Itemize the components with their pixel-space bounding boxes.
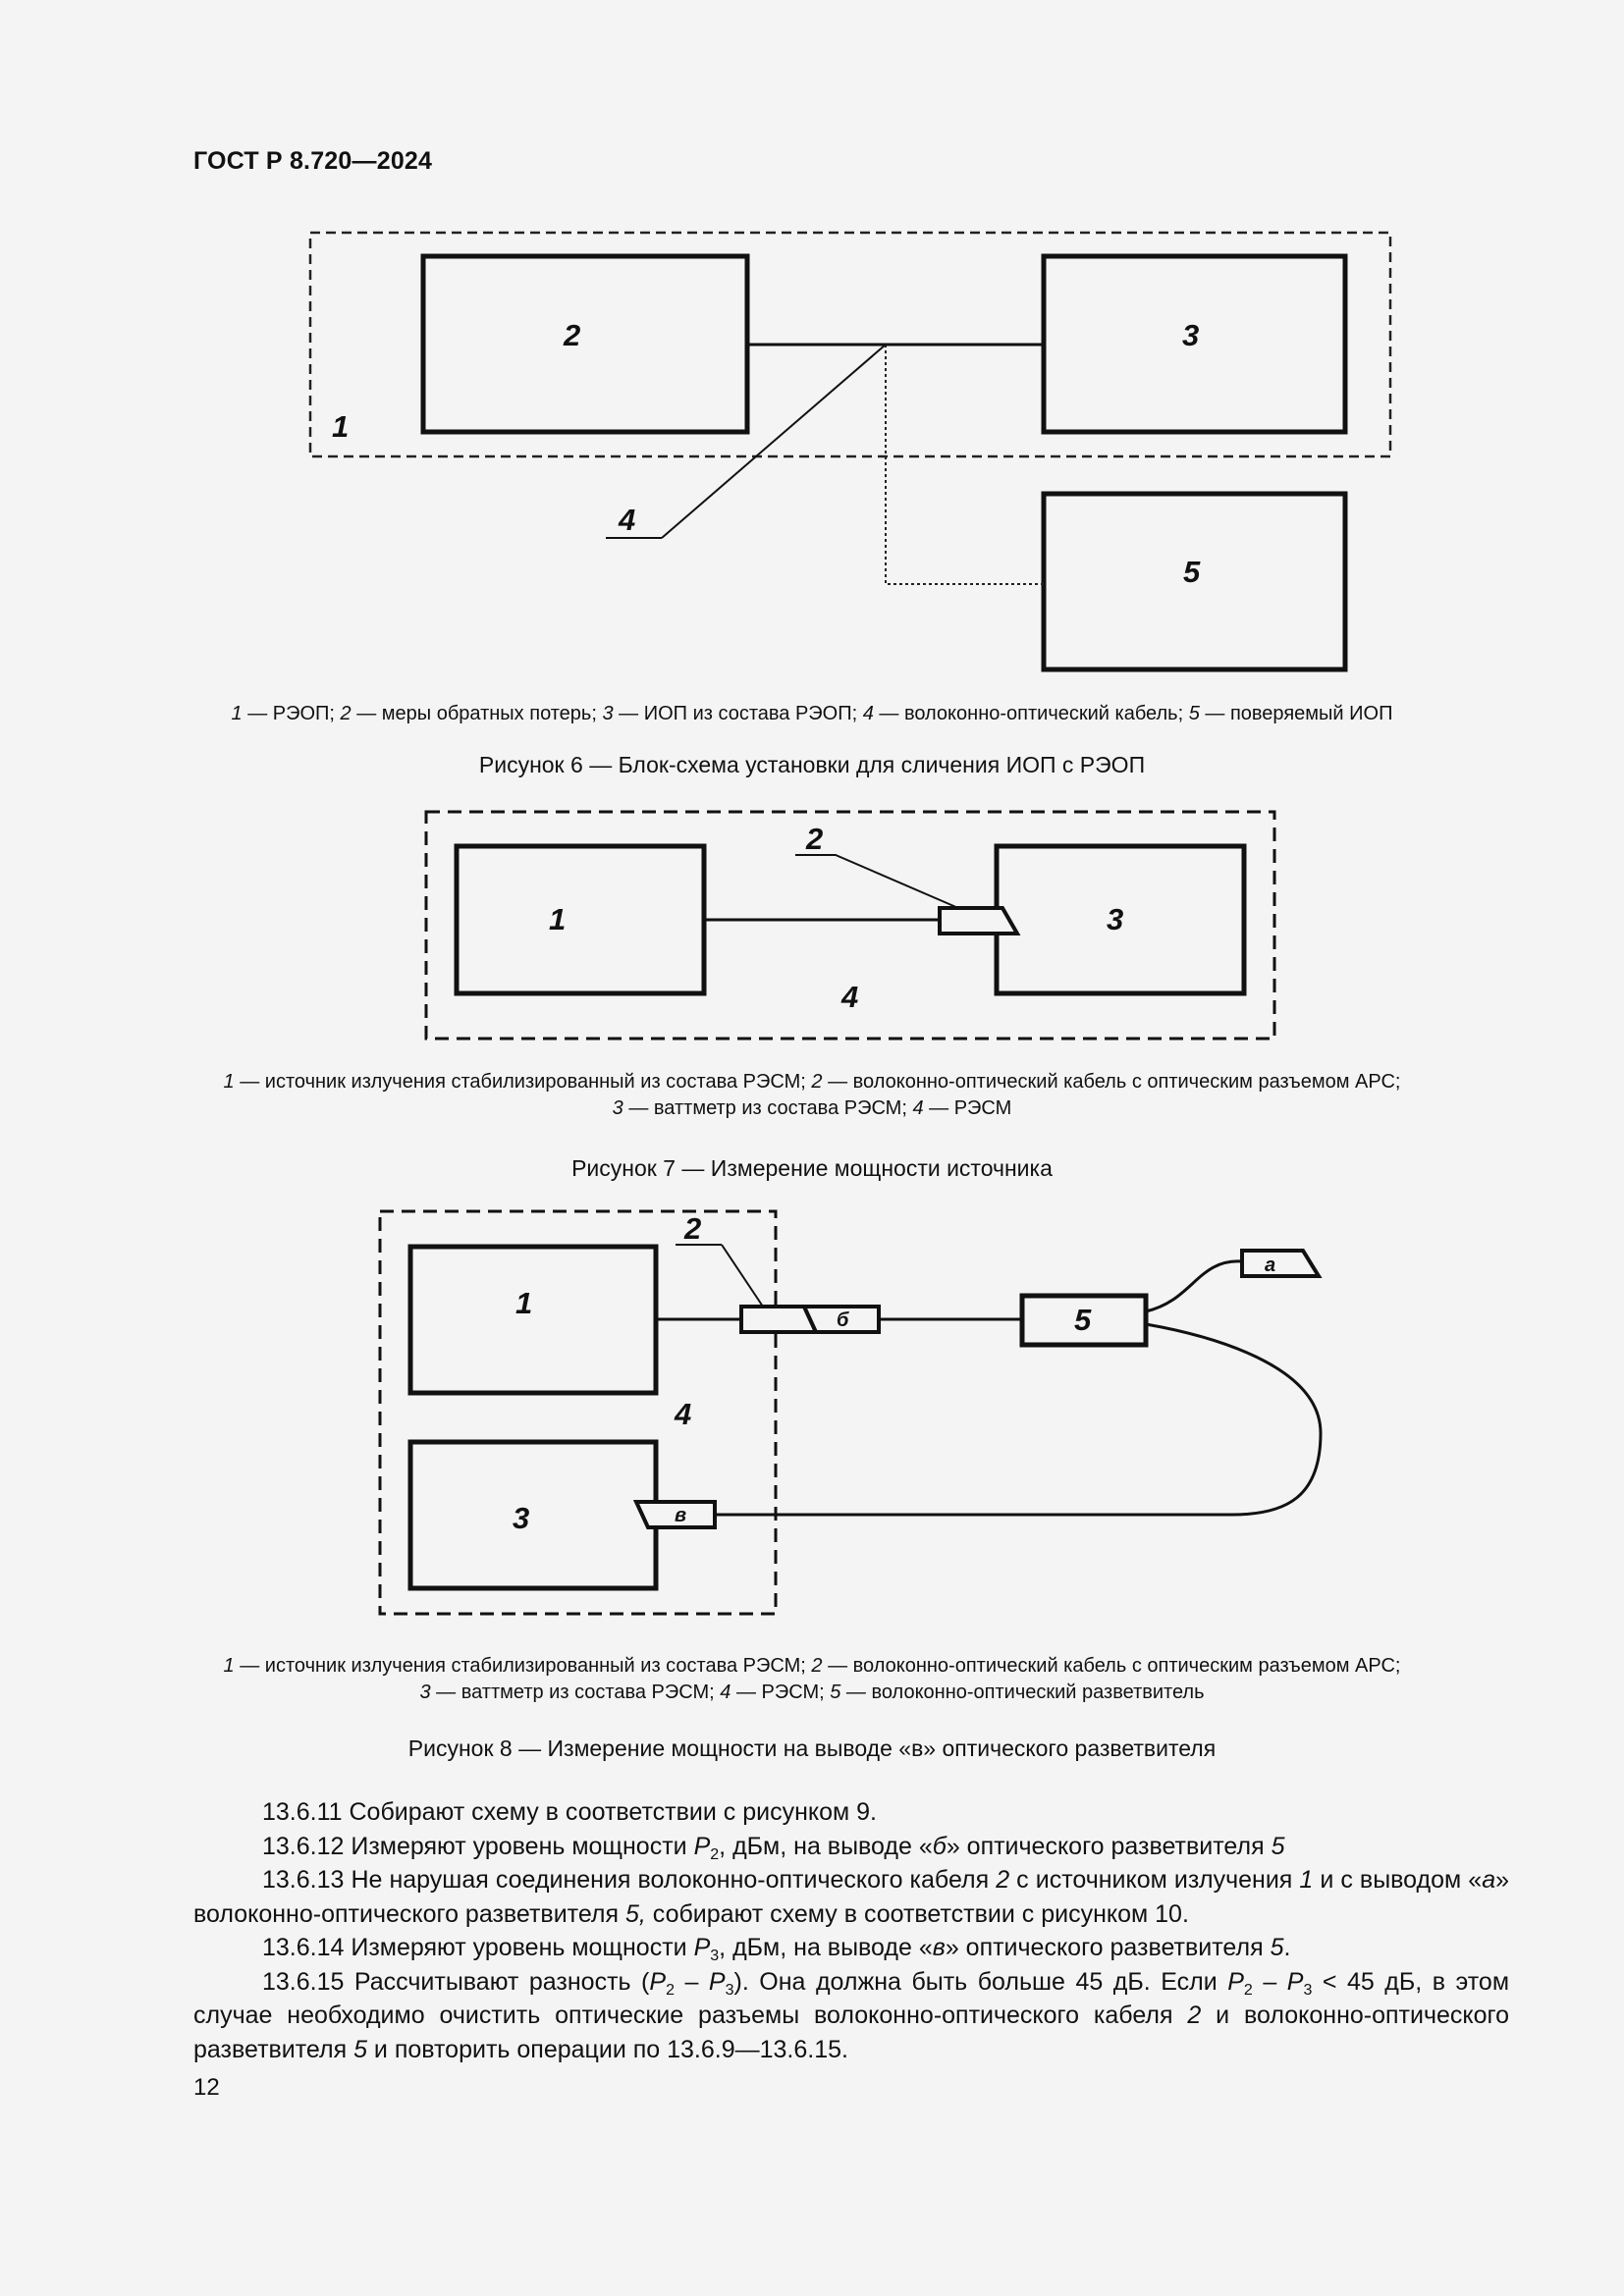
fig7-label-1: 1: [549, 902, 567, 936]
fig8-label-2: 2: [684, 1211, 702, 1246]
paragraph-13-6-12: 13.6.12 Измеряют уровень мощности $P_2$, дБм, на выводе «б» оптического разветвителя 5: [262, 1832, 1285, 1863]
fig6-caption: Рисунок 6 — Блок-схема установки для сличения ИОП с РЭОП: [478, 752, 1146, 777]
fig8-connector-a: [1242, 1251, 1319, 1276]
paragraph-13-6-14: 13.6.14 Измеряют уровень мощности $P_3$, дБм, на выводе «в» оптического разветвителя 5.: [262, 1934, 1291, 1964]
fig7-label-4: 4: [841, 980, 859, 1014]
fig8-box-3: [410, 1442, 656, 1588]
fig7-label-2: 2: [806, 822, 824, 856]
page-number: 12: [193, 2074, 220, 2101]
fig7-leader-2: [795, 855, 958, 908]
fig8-splitter-branch-v: [715, 1324, 1321, 1515]
document-header: ГОСТ Р 8.720—2024: [193, 147, 433, 175]
fig8-splitter-branch-a: [1146, 1261, 1242, 1311]
fig6-leader-4: [662, 345, 886, 538]
figure-7-diagram: [0, 805, 1624, 1050]
fig8-label-5: 5: [1074, 1303, 1092, 1337]
fig8-label-4: 4: [675, 1397, 692, 1431]
fig7-legend: 1 — источник излучения стабилизированный из состава РЭСМ; 2 — волоконно-оптический кабель с оптическим разъемом АРС; 3 — ваттметр из состава РЭСМ; 4 — РЭСМ: [223, 1071, 1401, 1119]
paragraph-13-6-11: 13.6.11 Собирают схему в соответствии с рисунком 9.: [262, 1798, 877, 1826]
paragraph-13-6-15: 13.6.15 Рассчитывают разность $(P_2 - P_3)$. Она должна быть больше 45 дБ. Если $P_2 - P_3 < 45$ дБ, в этом случае необходимо очистить оптические разъемы волоконно-оптического кабеля 2 и волоконно-оптического разветвителя 5 и повторить операции по 13.6.9—13.6.15.: [193, 1967, 1510, 2063]
fig8-box-1: [410, 1247, 656, 1393]
fig8-label-3: 3: [513, 1501, 530, 1535]
fig8-legend: 1 — источник излучения стабилизированный из состава РЭСМ; 2 — волоконно-оптический кабель с оптическим разъемом АРС; 3 — ваттметр из состава РЭСМ; 4 — РЭСМ; 5 — волоконно-оптический разветвитель: [223, 1655, 1401, 1703]
fig6-label-3: 3: [1182, 318, 1200, 352]
figure-6-diagram: [0, 226, 1624, 677]
fig8-label-1: 1: [515, 1286, 533, 1320]
fig7-box-1: [457, 846, 704, 993]
fig6-box-2: [423, 256, 747, 432]
fig8-outer-dashed-frame: [380, 1211, 776, 1614]
fig7-connector-apc: [940, 908, 1017, 934]
fig6-label-5: 5: [1183, 555, 1201, 589]
fig6-label-4: 4: [619, 503, 636, 537]
fig6-legend: 1 — РЭОП; 2 — меры обратных потерь; 3 — ИОП из состава РЭОП; 4 — волоконно-оптический кабель; 5 — поверяемый ИОП: [231, 703, 1393, 724]
fig8-port-v: в: [675, 1505, 687, 1526]
fig8-port-a: а: [1265, 1255, 1276, 1276]
fig7-label-3: 3: [1107, 902, 1124, 936]
fig6-dotted-connection: [886, 345, 1044, 584]
figure-8-diagram: [0, 1202, 1624, 1625]
paragraph-13-6-13: 13.6.13 Не нарушая соединения волоконно-оптического кабеля 2 с источником излучения 1 и с выводом «а» волоконно-оптического разветвителя 5, собирают схему в соответствии с рисунком 10.: [193, 1866, 1509, 1928]
fig8-leader-2-diag: [722, 1245, 763, 1307]
fig8-caption: Рисунок 8 — Измерение мощности на выводе «в» оптического разветвителя: [407, 1735, 1217, 1761]
fig7-caption: Рисунок 7 — Измерение мощности источника: [571, 1155, 1053, 1181]
fig8-port-b: б: [837, 1309, 849, 1331]
body-text: [193, 1795, 1509, 2066]
fig6-label-1: 1: [332, 409, 350, 444]
fig6-label-2: 2: [564, 318, 581, 352]
